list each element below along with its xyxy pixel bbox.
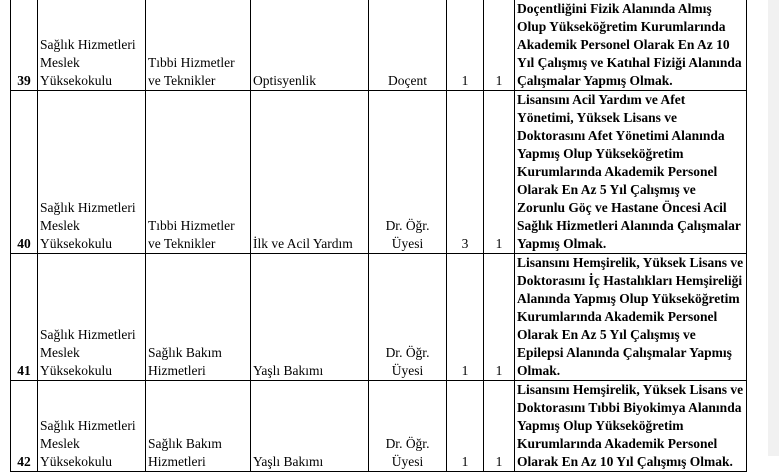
cell-count-b: 1 (484, 254, 515, 381)
cell-unit: Sağlık Hizmetleri Meslek Yüksekokulu (38, 0, 146, 91)
cell-department: Tıbbi Hizmetler ve Teknikler (146, 91, 251, 254)
table-row (11, 0, 747, 91)
cell-unit: Sağlık Hizmetleri Meslek Yüksekokulu (38, 91, 146, 254)
cell-title: Dr. Öğr. Üyesi (369, 91, 447, 254)
row-number: 39 (11, 0, 38, 91)
cell-unit: Sağlık Hizmetleri Meslek Yüksekokulu (38, 254, 146, 381)
cell-title: Doçent (369, 0, 447, 91)
cell-program: İlk ve Acil Yardım (251, 91, 369, 254)
cell-requirements: Lisansını Hemşirelik, Yüksek Lisans ve Doktorasını Tıbbi Biyokimya Alanında Yapmış Olup Yükseköğretim Kurumlarında Akademik Personel Olarak En Az 10 Yıl Çalışmış Olmak. (515, 381, 747, 472)
table-row (11, 254, 747, 381)
scrollbar[interactable] (768, 0, 779, 456)
position-table (10, 0, 747, 472)
cell-unit: Sağlık Hizmetleri Meslek Yüksekokulu (38, 381, 146, 472)
row-number: 40 (11, 91, 38, 254)
cell-requirements: Lisansını Hemşirelik, Yüksek Lisans ve Doktorasını İç Hastalıkları Hemşireliği Alanında Yapmış Olup Yükseköğretim Kurumlarında Akademik Personel Olarak En Az 5 Yıl Çalışmış ve Epilepsi Alanında Çalışmalar Yapmış Olmak. (515, 254, 747, 381)
cell-department: Sağlık Bakım Hizmetleri (146, 254, 251, 381)
row-number: 42 (11, 381, 38, 472)
cell-requirements: Doçentliğini Fizik Alanında Almış Olup Yükseköğretim Kurumlarında Akademik Personel Olarak En Az 10 Yıl Çalışmış ve Katıhal Fiziği Alanında Çalışmalar Yapmış Olmak. (515, 0, 747, 91)
cell-count-a: 1 (447, 0, 484, 91)
cell-program: Yaşlı Bakımı (251, 254, 369, 381)
cell-count-a: 1 (447, 254, 484, 381)
cell-program: Optisyenlik (251, 0, 369, 91)
cell-program: Yaşlı Bakımı (251, 381, 369, 472)
cell-department: Tıbbi Hizmetler ve Teknikler (146, 0, 251, 91)
cell-requirements: Lisansını Acil Yardım ve Afet Yönetimi, Yüksek Lisans ve Doktorasını Afet Yönetimi Alanında Yapmış Olup Yükseköğretim Kurumlarında Akademik Personel Olarak En Az 5 Yıl Çalışmış ve Zorunlu Göç ve Hastane Öncesi Acil Sağlık Hizmetleri Alanında Çalışmalar Yapmış Olmak. (515, 91, 747, 254)
cell-count-a: 3 (447, 91, 484, 254)
cell-count-b: 1 (484, 0, 515, 91)
cell-count-a: 1 (447, 381, 484, 472)
cell-department: Sağlık Bakım Hizmetleri (146, 381, 251, 472)
table-row (11, 381, 747, 472)
cell-title: Dr. Öğr. Üyesi (369, 381, 447, 472)
cell-count-b: 1 (484, 91, 515, 254)
cell-title: Dr. Öğr. Üyesi (369, 254, 447, 381)
cell-count-b: 1 (484, 381, 515, 472)
table-row (11, 91, 747, 254)
row-number: 41 (11, 254, 38, 381)
